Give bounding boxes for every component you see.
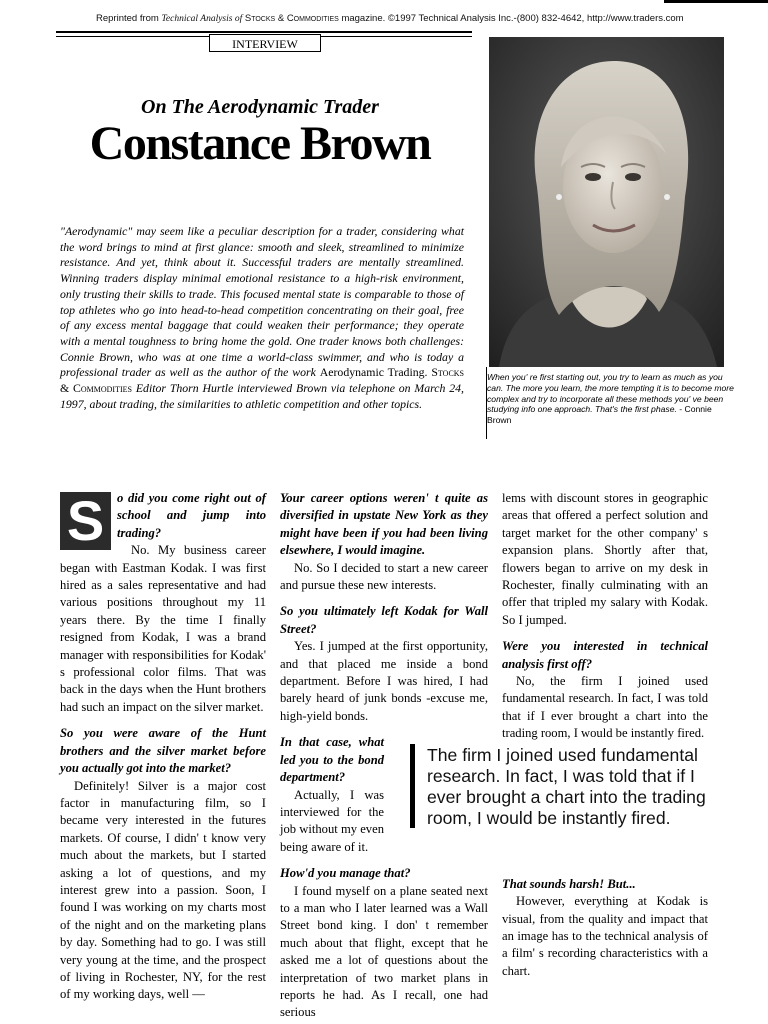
article-subtitle: On The Aerodynamic Trader	[141, 96, 379, 118]
question: Were you interested in technical analysis first off?	[502, 639, 708, 671]
question: How'd you manage that?	[280, 866, 411, 881]
question: So you ultimately left Kodak for Wall Street?	[280, 604, 488, 636]
question: o did you come right out of school and jump into trading?	[117, 491, 266, 540]
answer: No, the firm I joined used fundamental research. In fact, I was told that if I ever brought a chart into the trading room, I would be instantly fired.	[502, 674, 708, 741]
intro-book-title: Aerodynamic Trading.	[319, 365, 428, 380]
answer: I found myself on a plane seated next to a man who I later learned was a Wall Street bond king. I don' t remember much about that flight, except that he asked me a lot of questions about the interpretation of two market plans in reports he had. As I recall, one had serious	[280, 883, 488, 1020]
portrait-photo	[489, 37, 724, 367]
question: In that case, what led you to the bond department?	[280, 735, 384, 785]
section-tag: INTERVIEW	[209, 34, 321, 52]
portrait-illustration	[489, 37, 724, 367]
intro-magazine: Stocks & Commodities	[60, 365, 465, 396]
article-column-1	[60, 490, 266, 1004]
caption-credit: - Connie Brown	[487, 404, 712, 426]
top-edge-bar	[664, 0, 768, 3]
answer: However, everything at Kodak is visual, from the quality and impact that an image has to the technical analysis of a film' s recording characteristics with a chart.	[502, 894, 708, 978]
answer: Definitely! Silver is a major cost factor in manufacturing film, so I became very interested in the futures markets. Of course, I didn' t know very much about the markets, but I started asking a lot of questions, and my interest grew into a passion. Soon, I found I was working on my charts most of the night and on the marketing plans by day. Something had to go. I was still very young at the time, and the prospect of living in Rochester, NY, for the rest of my working days, well —	[60, 778, 266, 1002]
intro-text: "Aerodynamic" may seem like a peculiar description for a trader, considering what the word brings to mind at first glance: smooth and sleek, streamlined to minimize resistance. And yet, think about it. Successful traders are mentally streamlined. Winning traders display minimal emotional resistance to a high-risk environment, only trusting their skills to trade. This focused mental state is comparable to those of top athletes who go into head-to-head competition concentrating on their goal, free of any excess mental baggage that could weaken their performance; they operate with a mental toughness to bring home the gold. One trader knows both challenges: Connie Brown, who was at one time a world-class swimmer, and who is today a professional trader as well as the author of the work	[60, 224, 464, 380]
answer: Yes. I jumped at the first opportunity, and that placed me inside a bond department. Before I was hired, I had barely heard of junk bonds -excuse me, high-yield bonds.	[280, 639, 488, 723]
reprint-copyright: magazine. ©1997 Technical Analysis Inc.-(800) 832-4642, http://www.traders.com	[341, 13, 684, 24]
reprint-prefix: Reprinted from	[96, 13, 159, 24]
question: Your career options weren' t quite as diversified in upstate New York as they might have been if you had been living elsewhere, I would imagine.	[280, 491, 488, 558]
reprint-magazine: Stocks & Commodities	[244, 13, 339, 24]
pull-quote	[410, 744, 710, 828]
reprint-notice	[96, 13, 684, 24]
question: So you were aware of the Hunt brothers and the silver market before you actually got into the market?	[60, 726, 266, 776]
answer: No. My business career began with Eastman Kodak. I was first hired as a sales representative and had various positions throughout my 11 years there. By the time I finally resigned from Kodak, I was a brand manager with responsibilities for Kodak' s professional color films. That was back in the days when the Hunt brothers had such an impact on the silver market.	[60, 543, 266, 714]
pull-quote-text: The firm I joined used fundamental research. In fact, I was told that if I ever brought a chart into the trading room, I would be instantly fired.	[427, 745, 706, 828]
drop-cap: S	[60, 492, 111, 550]
answer: No. So I decided to start a new career and pursue these new interests.	[280, 560, 488, 593]
caption-text: When you' re first starting out, you try to learn as much as you can. The more you learn, the more tempting it is to become more complex and try to incorporate all these methods you' ve been studying info one approach. That's the first phase.	[487, 372, 734, 415]
article-intro	[60, 224, 464, 412]
header-rule	[56, 31, 472, 33]
article-column-3	[502, 490, 708, 980]
article-title: Constance Brown	[89, 117, 431, 170]
pull-quote-bar	[410, 744, 415, 828]
answer: Actually, I was interviewed for the job without my even being aware of it.	[280, 787, 384, 854]
answer: lems with discount stores in geographic areas that offered a perfect solution and target market for the other company' s expansion plans. Shortly after that, flowers began to arrive on my desk in Rochester, finally culminating with an offer that tripled my salary with Kodak. So I jumped.	[502, 491, 708, 627]
reprint-publication: Technical Analysis of	[161, 14, 243, 24]
photo-caption	[487, 372, 737, 426]
intro-text-end: Editor Thorn Hurtle interviewed Brown via telephone on March 24, 1997, about trading, the similarities to athletic competition and other topics.	[60, 381, 465, 411]
question: That sounds harsh! But...	[502, 876, 636, 891]
